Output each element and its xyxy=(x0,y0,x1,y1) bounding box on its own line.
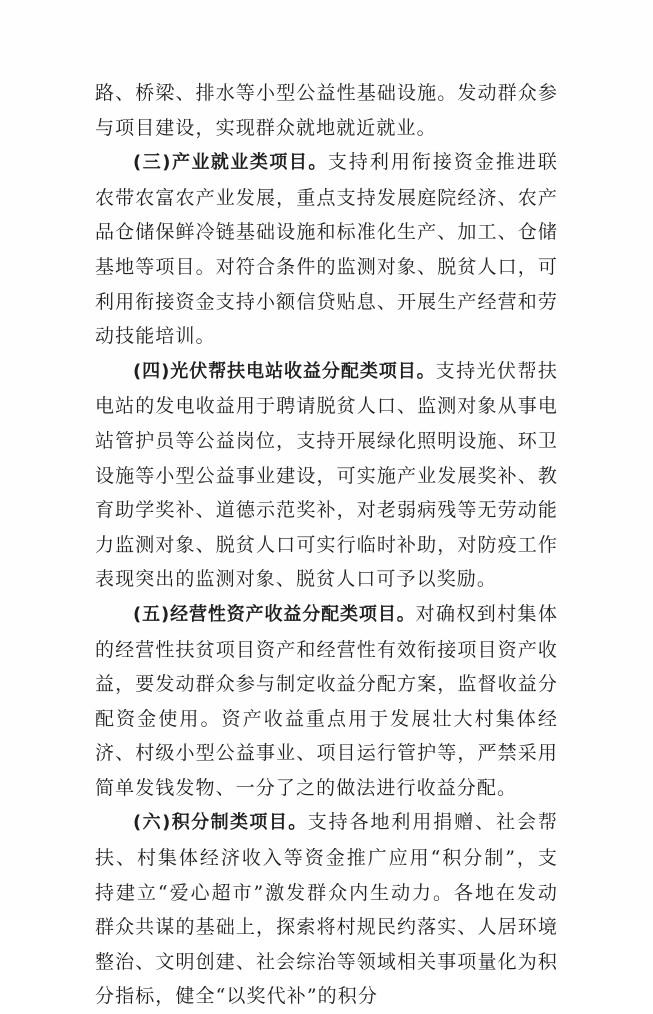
section-paragraph-4 xyxy=(95,354,558,597)
section-heading-4: (四)光伏帮扶电站收益分配类项目。 xyxy=(133,360,436,382)
section-heading-5: (五)经营性资产收益分配类项目。 xyxy=(133,603,416,625)
section-paragraph-3 xyxy=(95,145,558,354)
section-body-5: 对确权到村集体的经营性扶贫项目资产和经营性有效衔接项目资产收益，要发动群众参与制定收益分配方案，监督收益分配资金使用。资产收益重点用于发展壮大村集体经济、村级小型公益事业、项目运行管护等，严禁采用简单发钱发物、一分了之的做法进行收益分配。 xyxy=(95,602,558,799)
section-heading-3: (三)产业就业类项目。 xyxy=(133,152,328,174)
section-body-4: 支持光伏帮扶电站的发电收益用于聘请脱贫人口、监测对象从事电站管护员等公益岗位，支持开展绿化照明设施、环卫设施等小型公益事业建设，可实施产业发展奖补、教育助学奖补、道德示范奖补，对老弱病残等无劳动能力监测对象、脱贫人口可实行临时补助，对防疫工作表现突出的监测对象、脱贫人口可予以奖励。 xyxy=(95,359,558,591)
section-paragraph-6 xyxy=(95,805,558,1014)
section-body-3: 支持利用衔接资金推进联农带农富农产业发展，重点支持发展庭院经济、农产品仓储保鲜冷链基础设施和标准化生产、加工、仓储基地等项目。对符合条件的监测对象、脱贫人口，可利用衔接资金支持小额信贷贴息、开展生产经营和劳动技能培训。 xyxy=(95,151,558,348)
section-paragraph-5 xyxy=(95,597,558,806)
section-body-6: 支持各地利用捐赠、社会帮扶、村集体经济收入等资金推广应用“积分制”，支持建立“爱心超市”激发群众内生动力。各地在发动群众共谋的基础上，探索将村规民约落实、人居环境整治、文明创建、社会综治等领域相关事项量化为积分指标，健全“以奖代补”的积分 xyxy=(95,811,559,1008)
section-heading-6: (六)积分制类项目。 xyxy=(133,812,308,834)
continuation-paragraph: 路、桥梁、排水等小型公益性基础设施。发动群众参与项目建设，实现群众就地就近就业。 xyxy=(95,82,558,139)
